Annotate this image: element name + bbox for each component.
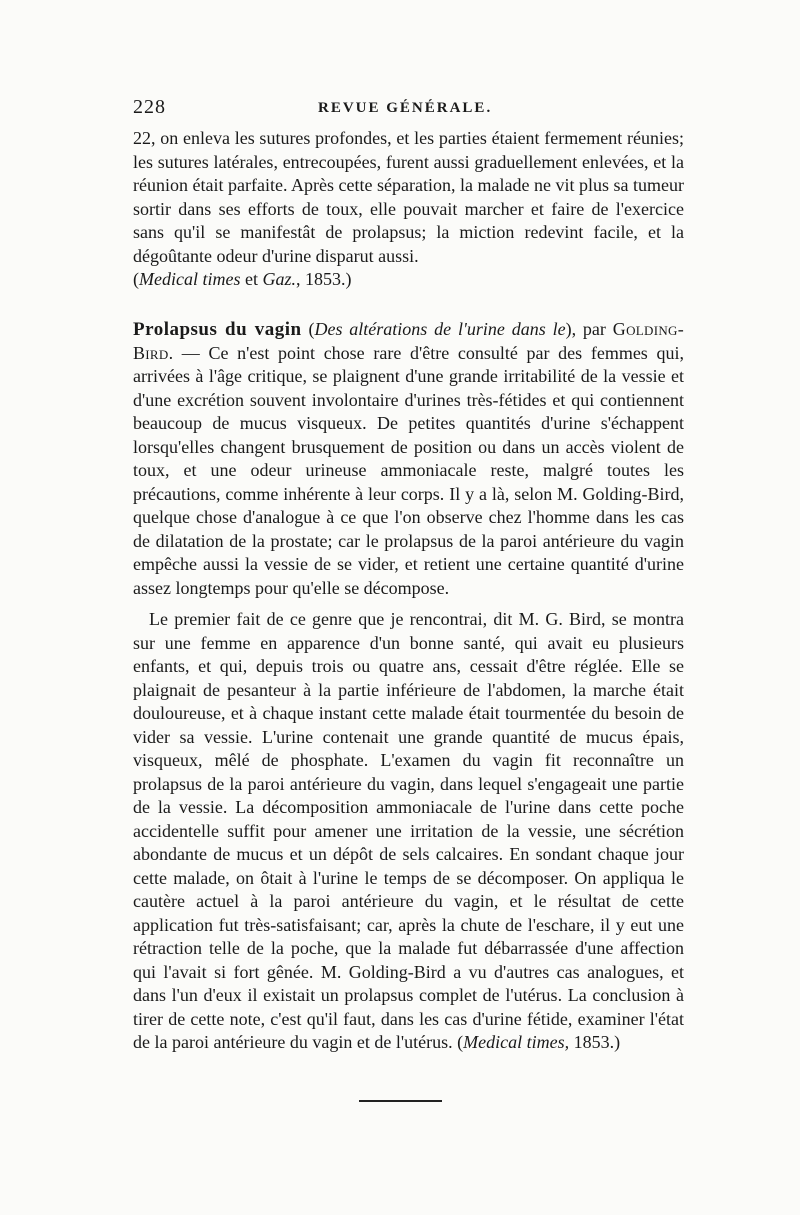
section-divider	[359, 1100, 442, 1102]
citation-open: (	[133, 269, 139, 289]
citation-close: , 1853.)	[296, 269, 352, 289]
citation-conjunction: et	[240, 269, 263, 289]
page-header	[133, 96, 688, 122]
citation-journal-2: Gaz.	[262, 269, 296, 289]
heading-paren-open: (	[301, 319, 315, 339]
author-name: Golding-Bird	[133, 319, 684, 363]
paragraph-1-text: 22, on enleva les sutures profondes, et les parties étaient fermement réunies; les sutures latérales, entrecoupées, furent aussi graduellement enlevées, et la réunion était parfaite. Après cette séparation, la malade ne vit plus sa tumeur sortir dans ses efforts de toux, elle pouvait marcher et faire de l'exercice sans qu'il se manifestât de prolapsus; la miction redevint facile, et la dégoûtante odeur d'urine disparut aussi.	[133, 128, 684, 266]
page-number: 228	[133, 96, 166, 118]
paragraph-3-text: Le premier fait de ce genre que je rencontrai, dit M. G. Bird, se montra sur une femme en apparence d'un bonne santé, qui avait eu plusieurs enfants, et qui, depuis trois ou quatre ans, cessait d'être réglée. Elle se plaignait de pesanteur à la partie inférieure de l'abdomen, la marche était douloureuse, et à chaque instant cette malade était tourmentée du besoin de vider sa vessie. L'urine contenait une grande quantité de mucus épais, visqueux, mêlé de phosphate. L'examen du vagin fit reconnaître un prolapsus de la paroi antérieure du vagin, dans lequel s'engageait une partie de la vessie. La décomposition ammoniacale de l'urine dans cette poche accidentelle suffit pour amener une irritation de la vessie, une sécrétion abondante de mucus et un dépôt de sels calcaires. En sondant chaque jour cette malade, on ôtait à l'urine le temps de se décomposer. On appliqua le cautère actuel à la paroi antérieure du vagin, et le résultat de cette application fut très-satisfaisant; car, après la chute de l'eschare, il y eut une rétraction telle de la poche, que la malade fut débarrassée d'une affection qui l'avait si fort gênée. M. Golding-Bird a vu d'autres cas analogues, et dans l'un d'eux il existait un prolapsus complet de l'utérus. La conclusion à tirer de cette note, c'est qu'il faut, dans les cas d'urine fétide, examiner l'état de la paroi antérieure du vagin et de l'utérus.	[133, 609, 684, 1052]
paragraph-3	[133, 608, 684, 1055]
running-head: REVUE GÉNÉRALE.	[318, 100, 493, 116]
citation-journal: Medical times	[139, 269, 241, 289]
citation-3-close: 1853.)	[569, 1032, 621, 1052]
section-heading: Prolapsus du vagin	[133, 319, 302, 340]
paragraph-1	[133, 127, 684, 292]
source-title: Des altérations de l'urine dans le	[314, 319, 566, 339]
paragraph-2	[133, 318, 684, 600]
citation-3-open: (	[452, 1032, 464, 1052]
by-label: par	[576, 319, 613, 339]
citation-3-journal: Medical times,	[463, 1032, 570, 1052]
paragraph-2-text: . — Ce n'est point chose rare d'être consulté par des femmes qui, arrivées à l'âge critique, se plaignent d'une grande irritabilité de la vessie et d'une excrétion souvent involontaire d'urines très-fétides et qui contiennent beaucoup de mucus visqueux. De petites quantités d'urine s'échappent lorsqu'elles changent brusquement de position ou dans un accès violent de toux, et une odeur urineuse ammoniacale reste, malgré toutes les précautions, comme inhérente à leur corps. Il y a là, selon M. Golding-Bird, quelque chose d'analogue à ce que l'on observe chez l'homme dans les cas de dilatation de la prostate; car le prolapsus de la paroi antérieure du vagin empêche aussi la vessie de se vider, et retient une certaine quantité d'urine assez longtemps pour qu'elle se décompose.	[133, 342, 684, 598]
heading-paren-close: ),	[565, 319, 577, 339]
